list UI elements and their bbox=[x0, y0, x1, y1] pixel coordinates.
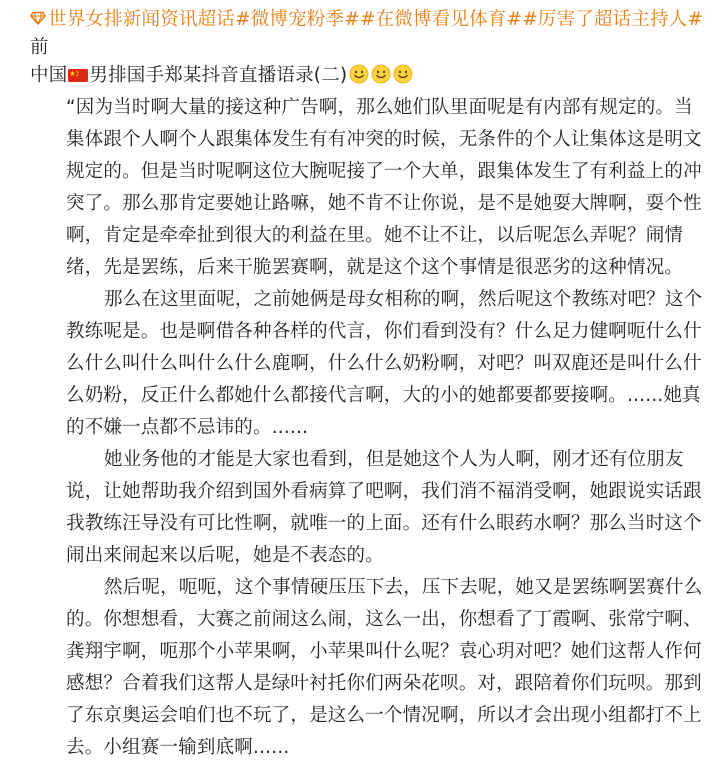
post-header bbox=[30, 6, 705, 90]
quote-paragraph-4: 然后呢，呃呃，这个事情硬压压下去，压下去呢，她又是罢练啊罢赛什么的。你想想看，大赛之前闹这么闹，这么一出，你想看了丁霞啊、张常宁啊、龚翔宇啊，呃那个小苹果啊，小苹果叫什么呢？袁心玥对吧？她们这帮人作何感想？合着我们这帮人是绿叶衬托你们两朵花呗。对，跟陪着你们玩呗。那到了东京奥运会咱们也不玩了，是这么一个情况啊，所以才会出现小组都打不上去。小组赛一输到底啊...... bbox=[66, 577, 703, 758]
title-country: 中国 bbox=[30, 65, 68, 86]
smiley-icon bbox=[349, 64, 369, 84]
quote-paragraph-3: 她业务他的才能是大家也看到，但是她这个人为人啊，刚才还有位朋友说，让她帮助我介绍到国外看病算了吧啊，我们消不福消受啊，她跟说实话跟我教练汪导没有可比性啊，就唯一的上面。还有什么眼药水啊？那么当时这个闹出来闹起来以后呢，她是不表态的。 bbox=[66, 449, 702, 566]
quote-paragraph-2: 那么在这里面呢，之前她俩是母女相称的啊，然后呢这个教练对吧？这个教练呢是。也是啊借各种各样的代言，你们看到没有？什么足力健啊呃什么什么什么叫什么叫什么什么鹿啊，什么什么奶粉啊，对吧？叫双鹿还是叫什么什么奶粉，反正什么都她什么都接代言啊，大的小的她都要都要接啊。......她真的不嫌一点都不忌讳的。...... bbox=[66, 289, 703, 438]
topic-tags-link[interactable] bbox=[30, 9, 703, 30]
smiley-icon bbox=[371, 64, 391, 84]
topic-tags-text: 世界女排新闻资讯超话#微博宠粉季##在微博看见体育##厉害了超话主持人# bbox=[48, 9, 704, 30]
quote-paragraph-1: “因为当时啊大量的接这种广告啊，那么她们队里面呢是有内部有规定的。当集体跟个人啊个人跟集体发生有有冲突的时候，无条件的个人让集体这是明文规定的。但是当时呢啊这位大腕呢接了一个大单，跟集体发生了有利益上的冲突了。那么那肯定要她让路嘛，她不肯不让你说，是不是她耍大牌啊，耍个性啊，肯定是牵牵扯到很大的利益在里。她不让不让，以后呢怎么弄呢？闹情绪，先是罢练，后来干脆罢赛啊，就是这个这个事情是很恶劣的这种情况。 bbox=[66, 97, 702, 278]
title-prefix: 前 bbox=[30, 37, 49, 58]
post-title: 男排国手郑某抖音直播语录(二) bbox=[89, 65, 348, 86]
diamond-icon bbox=[30, 10, 46, 26]
china-flag-icon bbox=[68, 69, 88, 82]
smiley-icon bbox=[393, 64, 413, 84]
